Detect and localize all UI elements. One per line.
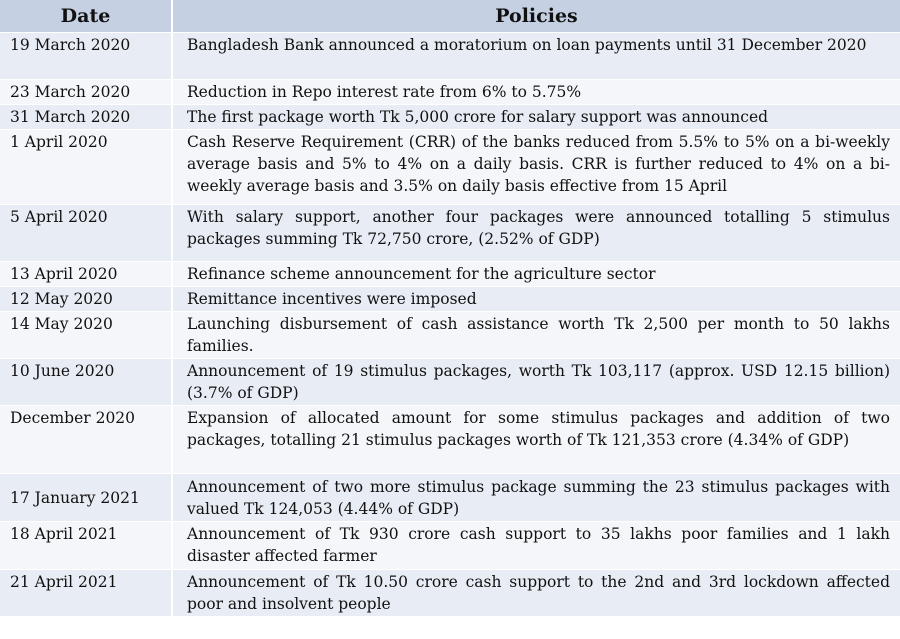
row-date: 13 April 2020	[0, 262, 172, 287]
row-policy: Announcement of Tk 930 crore cash support to 35 lakhs poor families and 1 lakh disaster affected farmer	[172, 522, 900, 570]
table-row	[0, 522, 900, 570]
row-policy: Expansion of allocated amount for some stimulus packages and addition of two packages, totalling 21 stimulus packages worth of Tk 121,353 crore (4.34% of GDP)	[172, 406, 900, 474]
row-date: 10 June 2020	[0, 359, 172, 406]
table-row	[0, 80, 900, 105]
date-header: Date	[0, 0, 172, 33]
table-row	[0, 312, 900, 359]
row-date: 5 April 2020	[0, 205, 172, 262]
table-row	[0, 262, 900, 287]
row-date: 12 May 2020	[0, 287, 172, 312]
row-date: 19 March 2020	[0, 33, 172, 80]
row-policy: Cash Reserve Requirement (CRR) of the banks reduced from 5.5% to 5% on a bi-weekly average basis and 5% to 4% on a daily basis. CRR is further reduced to 4% on a bi-weekly average basis and 3.5% on daily basis effective from 15 April	[172, 130, 900, 205]
table-row	[0, 287, 900, 312]
row-policy: Announcement of Tk 10.50 crore cash support to the 2nd and 3rd lockdown affected poor and insolvent people	[172, 570, 900, 617]
table-row	[0, 570, 900, 617]
row-policy: Announcement of two more stimulus package summing the 23 stimulus packages with valued Tk 124,053 (4.44% of GDP)	[172, 474, 900, 522]
table-row	[0, 474, 900, 522]
row-date: 31 March 2020	[0, 105, 172, 130]
row-date: 18 April 2021	[0, 522, 172, 570]
row-policy: Announcement of 19 stimulus packages, worth Tk 103,117 (approx. USD 12.15 billion) (3.7% of GDP)	[172, 359, 900, 406]
header-row	[0, 0, 900, 33]
policies-header: Policies	[172, 0, 900, 33]
row-date: 23 March 2020	[0, 80, 172, 105]
row-policy: Reduction in Repo interest rate from 6% to 5.75%	[172, 80, 900, 105]
table-row	[0, 130, 900, 205]
row-date: 1 April 2020	[0, 130, 172, 205]
row-policy: Refinance scheme announcement for the agriculture sector	[172, 262, 900, 287]
row-policy: Launching disbursement of cash assistance worth Tk 2,500 per month to 50 lakhs families.	[172, 312, 900, 359]
row-policy: The first package worth Tk 5,000 crore for salary support was announced	[172, 105, 900, 130]
table-row	[0, 33, 900, 80]
row-date: 14 May 2020	[0, 312, 172, 359]
table-row	[0, 359, 900, 406]
row-date: 21 April 2021	[0, 570, 172, 617]
row-date: December 2020	[0, 406, 172, 474]
row-policy: Remittance incentives were imposed	[172, 287, 900, 312]
row-policy: Bangladesh Bank announced a moratorium on loan payments until 31 December 2020	[172, 33, 900, 80]
row-date: 17 January 2021	[0, 474, 172, 522]
table-row	[0, 105, 900, 130]
table-row	[0, 406, 900, 474]
row-policy: With salary support, another four packages were announced totalling 5 stimulus packages summing Tk 72,750 crore, (2.52% of GDP)	[172, 205, 900, 262]
table-row	[0, 205, 900, 262]
